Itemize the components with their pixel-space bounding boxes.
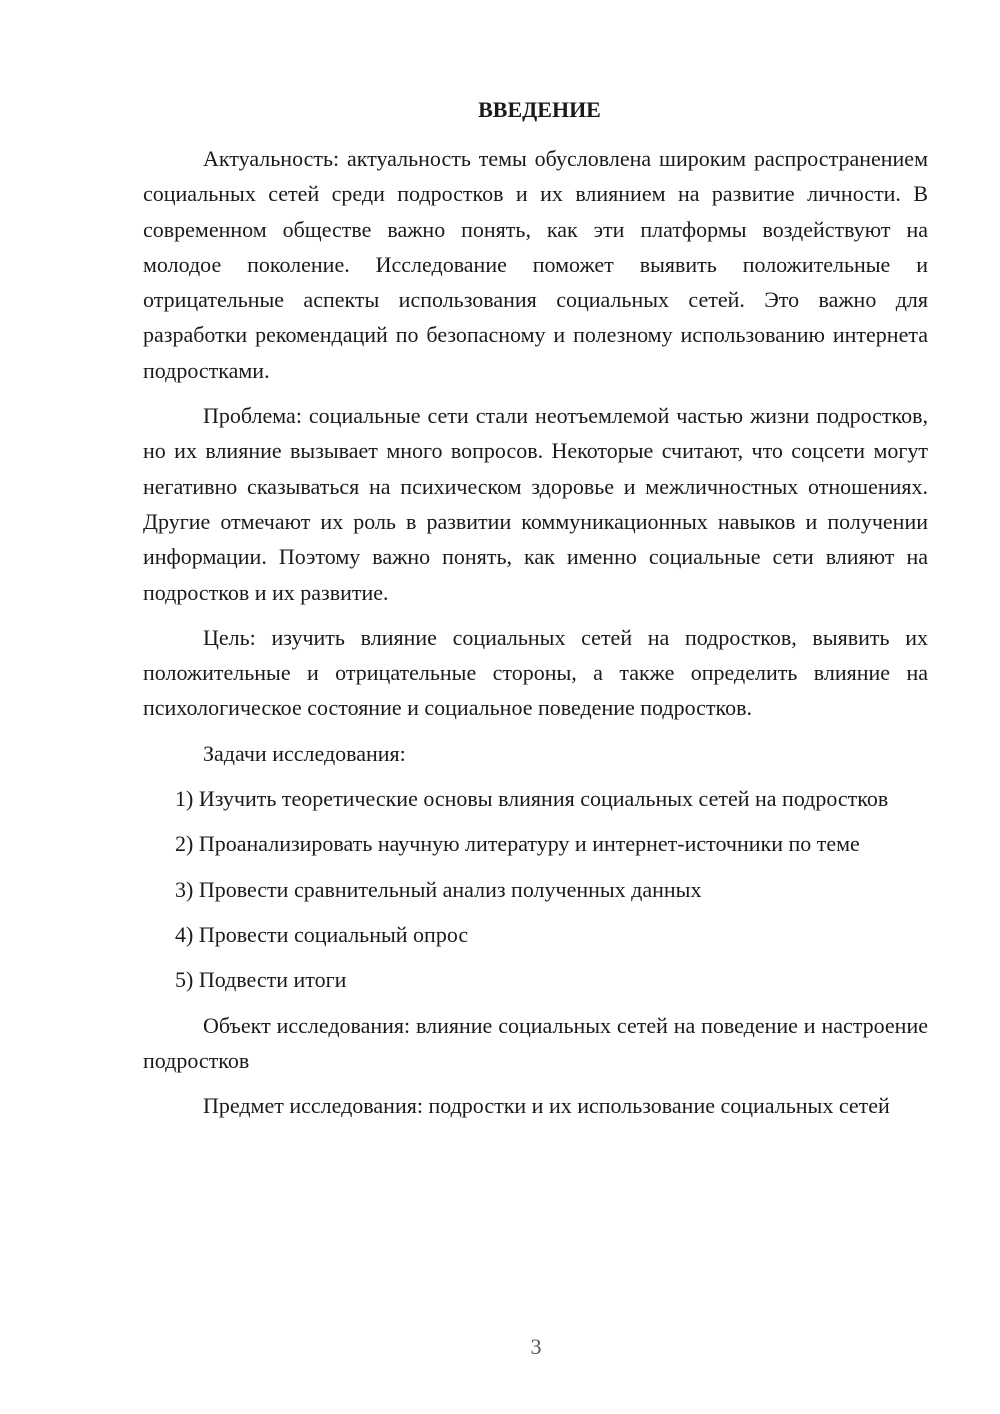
paragraph-goal: Цель: изучить влияние социальных сетей на подростков, выявить их положительные и отрицательные стороны, а также определить влияние на психологическое состояние и социальное поведение подростков.	[143, 624, 928, 721]
paragraph-problem: Проблема: социальные сети стали неотъемлемой частью жизни подростков, но их влияние вызывает много вопросов. Некоторые считают, что соцсети могут негативно сказываться на психическом здоровье и межличностных отношениях. Другие отмечают их роль в развитии коммуникационных навыков и получении информации. Поэтому важно понять, как именно социальные сети влияют на подростков и их развитие.	[143, 403, 928, 605]
list-item: 1) Изучить теоретические основы влияния социальных сетей на подростков	[175, 786, 889, 812]
paragraph-relevance: Актуальность: актуальность темы обусловлена широким распространением социальных сетей среди подростков и их влиянием на развитие личности. В современном обществе важно понять, как эти платформы воздействуют на молодое поколение. Исследование поможет выявить положительные и отрицательные аспекты использования социальных сетей. Это важно для разработки рекомендаций по безопасному и полезному использованию интернета подростками.	[143, 146, 928, 383]
list-item: 2) Проанализировать научную литературу и интернет-источники по теме	[175, 831, 860, 857]
list-item: 4) Провести социальный опрос	[175, 921, 469, 947]
list-item: 3) Провести сравнительный анализ полученных данных	[175, 876, 702, 902]
list-item: 5) Подвести итоги	[175, 967, 347, 993]
tasks-heading: Задачи исследования:	[203, 740, 406, 766]
document-page	[143, 92, 928, 1133]
paragraph-object: Объект исследования: влияние социальных сетей на поведение и настроение подростков	[143, 1012, 928, 1073]
page-title: ВВЕДЕНИЕ	[478, 97, 601, 122]
page-number: 3	[530, 1334, 542, 1359]
tasks-list	[143, 781, 928, 997]
paragraph-subject: Предмет исследования: подростки и их использование социальных сетей	[203, 1093, 890, 1119]
